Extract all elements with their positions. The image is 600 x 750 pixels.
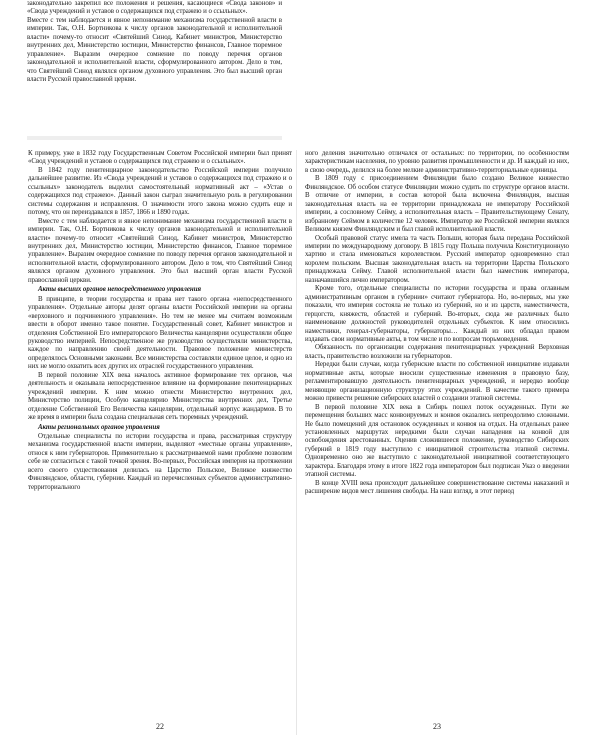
page-edge bbox=[27, 136, 282, 140]
paragraph: Кроме того, отдельные специалисты по истории государства и права оглавным административным органом в губернии» считают губернатора. Но, во-первых, мы уже показали, что империя состояла не только из губерний, но и из царств, наместничеств, герцогств, княжеств, областей и губерний. Во-вторых, сюда же различных было наименование должностей руководителей отдельных субъектов. К ним относились наместники, генерал-губернаторы, губернаторы… Каждый из них обладал правом издавать свои нормативные акты, в том числе и по вопросам тюрьмоведения. bbox=[305, 285, 569, 343]
paragraph: В конце XVIII века происходит дальнейшее совершенствование системы наказаний и расширение видов мест лишения свободы. На наш взгляд, в этот период bbox=[305, 479, 569, 496]
paragraph: Особый правовой статус имела та часть Польши, которая была передана Российской империи по международному договору. В 1815 году Польша получила Конституционную хартию и стала именоваться королевством. Русский император одновременно стал королем польским. Высшая законодательная власть на территории Царства Польского принадлежала Сейму. Главой исполнительной власти был наместник императора, назначавшийся лично императором. bbox=[305, 234, 569, 284]
paragraph: В принципе, в теории государства и права нет такого органа «непосредственного управления». Отдельные авторы делят органы власти Российской империи на органы «верховного и подчиненного управления». Но тем не менее мы считаем возможным ввести в оборот именно такое понятие. Государственный совет, Кабинет министров и отделения Собственной Его императорского Величества канцелярии осуществляли общее руководство империей. Непосредственное же руководство осуществляли министерства, каждое по направлению своей деятельности. Правовое положение министерств определялось Основными законами. Все министерства составляли единое целое, и одно из них не могло охватить всех других их отраслей государственного управления. bbox=[28, 295, 292, 371]
section-heading: Акты высших органов непосредственного управления bbox=[38, 286, 201, 294]
previous-page-text bbox=[27, 0, 282, 85]
paragraph: В первой половине XIX века в Сибирь пошел поток осужденных. Пути же перемещения больших масс конвоируемых и конвоя оказались непреодолимо сложными. Не было помещений для остановок осужденных и конвоя на отдых. На отдельных ранее установленных маршрутах нередкими были случаи нападения на конвой для освобождения арестованных. Оценив сложившееся положение, руководство Сибирских губерний в 1819 году выступило с инициативой строительства этапной системы. Одновременно оно же выступило с законодательной инициативой соответствующего характера. Благодаря этому в итоге 1822 года императором был подписан Указ о введении этапной системы. bbox=[305, 403, 569, 479]
paragraph: законодательно закрепил все положения и решения, касающиеся «Свода законов» и «Свода учреждений и уставов о содержащихся под стражею и о ссыльных». bbox=[27, 0, 282, 16]
paragraph: Вместе с тем наблюдается и явное непонимание механизма государственной власти в империи. Так, О.Н. Бортникова к числу органов законодательной и исполнительной власти» почему-то относит «Святейший Синод, Кабинет министров, Министерство внутренних дел, Министерство юстиции, Министерство финансов, Главное тюремное управление». Выразим очередное сомнение по поводу перечня органов законодательной и исполнительной власти, сформулированного автором. Дело в том, что Святейший Синод являлся органом духовного управления. Это был высший орган власти Русской православной церкви. bbox=[27, 16, 282, 84]
page-number-left: 22 bbox=[156, 722, 164, 731]
left-page-text bbox=[28, 150, 292, 492]
previous-page-fragment bbox=[27, 0, 282, 140]
paragraph: В 1809 году с присоединением Финляндии было создано Великое княжество Финляндское. Об особом статусе Финляндии можно судить по структуре органов власти. В отличие от империи, в состав которой была включена Финляндия, высшая законодательная власть на ее территории принадлежала не императору Российской империи, а сословному Сейму, а исполнительная власть – Правительствующему Сенату, избранному Сеймом в количестве 12 человек. Император же Российской империи являлся Великим князем Финляндским и был главой исполнительной власти. bbox=[305, 175, 569, 234]
section-heading: Акты региональных органов управления bbox=[38, 423, 160, 431]
right-page-text bbox=[305, 150, 569, 497]
paragraph: В 1842 году пенитенциарное законодательство Российской империи получило дальнейшее развитие. Из «Свода учреждений и уставов о содержащихся под стражею и о ссыльных» законодатель выделил самостоятельный нормативный акт – «Устав о содержащихся под стражею». Данный закон сыграл значительную роль в регулировании системы содержания и исправления. О значимости этого закона можно судить еще и потому, что он переиздавался в 1857, 1866 и 1890 годах. bbox=[28, 166, 292, 217]
paragraph: Отдельные специалисты по истории государства и права, рассматривая структуру механизма государственной власти империи, выделяют «местные органы управления», относя к ним губернаторов. Применительно к рассматриваемой нами проблеме позволим себе не согласиться с такой точкой зрения. Во-первых, Российская империя на протяжении всего своего существования делилась на Царство Польское, Великое княжество Финляндское, области, губернии. Каждый из перечисленных субъектов административно-территориального bbox=[28, 432, 292, 491]
paragraph: Вместе с тем наблюдается и явное непонимание механизма государственной власти в империи. Так, О.Н. Бортникова к числу органов законодательной и исполнительной власти» почему-то относит «Святейший Синод, Кабинет министров, Министерство внутренних дел, Министерство юстиции, Министерство финансов, Главное тюремное управление». Выразим очередное сомнение по поводу перечня органов законодательной и исполнительной власти, сформулированного автором. Дело в том, что Святейший Синод являлся органом духовного управления. Это был высший орган власти Русской православной церкви. bbox=[28, 217, 292, 284]
paragraph: Обязанность по организации содержания пенитенциарных учреждений Верховная власть, правительство возложили на губернаторов. bbox=[305, 344, 569, 360]
right-page bbox=[305, 150, 569, 735]
paragraph: В первой половине XIX века началось активное формирование тех органов, чья деятельность и оказывала непосредственное влияние на формирование пенитенциарных учреждений империи. К ним можно отнести Министерство внутренних дел, Министерство полиции, Особую канцелярию Министерства внутренних дел, Третье отделение Собственной Его Величества канцелярии, отдельный корпус жандармов. В то же время в империи была создана специальная сеть тюремных учреждений. bbox=[28, 371, 292, 422]
page-number-right: 23 bbox=[433, 722, 441, 731]
book-gutter bbox=[296, 150, 297, 735]
paragraph: Нередки были случаи, когда губернские власти по собственной инициативе издавали нормативные акты, которые вносили существенные изменения в правовую базу, регламентировавшую деятельность пенитенциарных учреждений, и нередко вообще меняющие организационную структуру этих учреждений. В качестве такого примера можно привести решение сибирских властей о создании этапной системы. bbox=[305, 361, 569, 403]
left-page bbox=[28, 150, 292, 735]
paragraph: К примеру, уже в 1832 году Государственным Советом Российской империи был принят «Свод учреждений и уставов о содержащихся под стражею и о ссыльных». bbox=[28, 150, 292, 166]
paragraph: ного деления значительно отличался от остальных: по территории, по особенностям характеристикам населения, по уровню развития промышленности и др. И каждый из них, в свою очередь, делился на более мелкие административно-территориальные единицы. bbox=[305, 150, 569, 174]
